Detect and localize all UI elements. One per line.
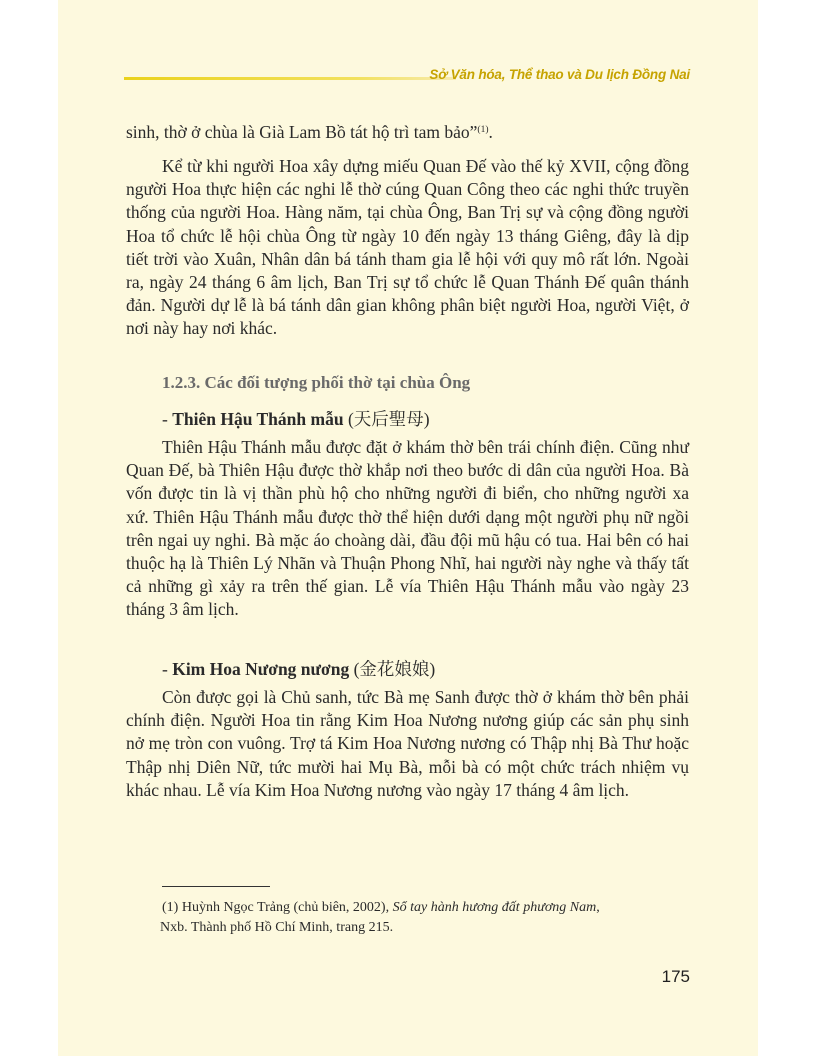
subheading-1-dash: - bbox=[162, 409, 173, 429]
header-rule bbox=[124, 77, 456, 80]
footnote bbox=[162, 898, 690, 937]
paragraph-2: Thiên Hậu Thánh mẫu được đặt ở khám thờ bên trái chính điện. Cũng như Quan Đế, bà Thiên Hậu được thờ khắp nơi theo bước di dân của người Hoa. Bà vốn được tin là vị thần phù hộ cho những người đi biển, cho những người xa xứ. Thiên Hậu Thánh mẫu được thờ thể hiện dưới dạng một người phụ nữ ngồi trên ngai uy nghi. Bà mặc áo choàng dài, đầu đội mũ hậu có tua. Hai bên có hai thuộc hạ là Thiên Lý Nhãn và Thuận Phong Nhĩ, hai người này nghe và thấy tất cả những gì xảy ra trên thế gian. Lễ vía Thiên Hậu Thánh mẫu vào ngày 23 tháng 3 âm lịch. bbox=[126, 437, 689, 620]
paragraph-0-end: . bbox=[488, 122, 493, 142]
paragraph-1-block bbox=[126, 155, 689, 341]
paragraph-3: Còn được gọi là Chủ sanh, tức Bà mẹ Sanh được thờ ở khám thờ bên phải chính điện. Người Hoa tin rằng Kim Hoa Nương nương giúp các sản phụ sinh nở mẹ tròn con vuông. Trợ tá Kim Hoa Nương nương có Thập nhị Bà Thư hoặc Thập nhị Diên Nữ, tức mười hai Mụ Bà, mỗi bà có một chức trách nhiệm vụ khác nhau. Lễ vía Kim Hoa Nương nương vào ngày 17 tháng 4 âm lịch. bbox=[126, 687, 689, 800]
paragraph-0 bbox=[126, 119, 689, 144]
footnote-publisher: Nxb. Thành phố Hồ Chí Minh, trang 215. bbox=[160, 919, 394, 935]
subheading-thien-hau bbox=[162, 406, 430, 431]
subheading-2-dash: - bbox=[162, 659, 173, 679]
subheading-2-name: Kim Hoa Nương nương bbox=[172, 659, 350, 679]
footnote-divider bbox=[162, 886, 270, 887]
paragraph-2-block bbox=[126, 436, 689, 622]
subheading-2-han: (金花娘娘) bbox=[349, 659, 436, 679]
paragraph-3-block bbox=[126, 686, 689, 802]
page-number: 175 bbox=[661, 967, 690, 986]
paragraph-continuation bbox=[126, 119, 689, 144]
footnote-marker: (1) bbox=[162, 900, 182, 915]
footnote-reference: (1) bbox=[477, 125, 489, 135]
paragraph-1: Kể từ khi người Hoa xây dựng miếu Quan Đế vào thế kỷ XVII, cộng đồng người Hoa thực hiện các nghi lễ thờ cúng Quan Công theo các nghi thức truyền thống của người Hoa. Hàng năm, tại chùa Ông, Ban Trị sự và cộng đồng người Hoa tổ chức lễ hội chùa Ông từ ngày 10 đến ngày 13 tháng Giêng, đây là dịp tiết trời vào Xuân, Nhân dân bá tánh tham gia lễ hội với quy mô rất lớn. Ngoài ra, ngày 24 tháng 6 âm lịch, Ban Trị sự tổ chức lễ Quan Thánh Đế quân thánh đản. Người dự lễ là bá tánh dân gian không phân biệt người Hoa, người Việt, ở nơi này hay nơi khác. bbox=[126, 156, 689, 339]
running-header-title: Sở Văn hóa, Thể thao và Du lịch Đồng Nai bbox=[429, 67, 690, 82]
footnote-author: Huỳnh Ngọc Trảng (chủ biên, 2002), bbox=[181, 900, 393, 915]
footnote-book-title: Sổ tay hành hương đất phương Nam bbox=[392, 900, 597, 915]
subheading-kim-hoa bbox=[162, 656, 435, 681]
subheading-1-han: (天后聖母) bbox=[343, 409, 430, 429]
subheading-1-name: Thiên Hậu Thánh mẫu bbox=[172, 409, 344, 429]
footnote-comma: , bbox=[596, 900, 600, 915]
section-heading: 1.2.3. Các đối tượng phối thờ tại chùa Ông bbox=[162, 373, 471, 392]
paragraph-0-text: sinh, thờ ở chùa là Già Lam Bồ tát hộ trì tam bảo” bbox=[126, 122, 478, 142]
